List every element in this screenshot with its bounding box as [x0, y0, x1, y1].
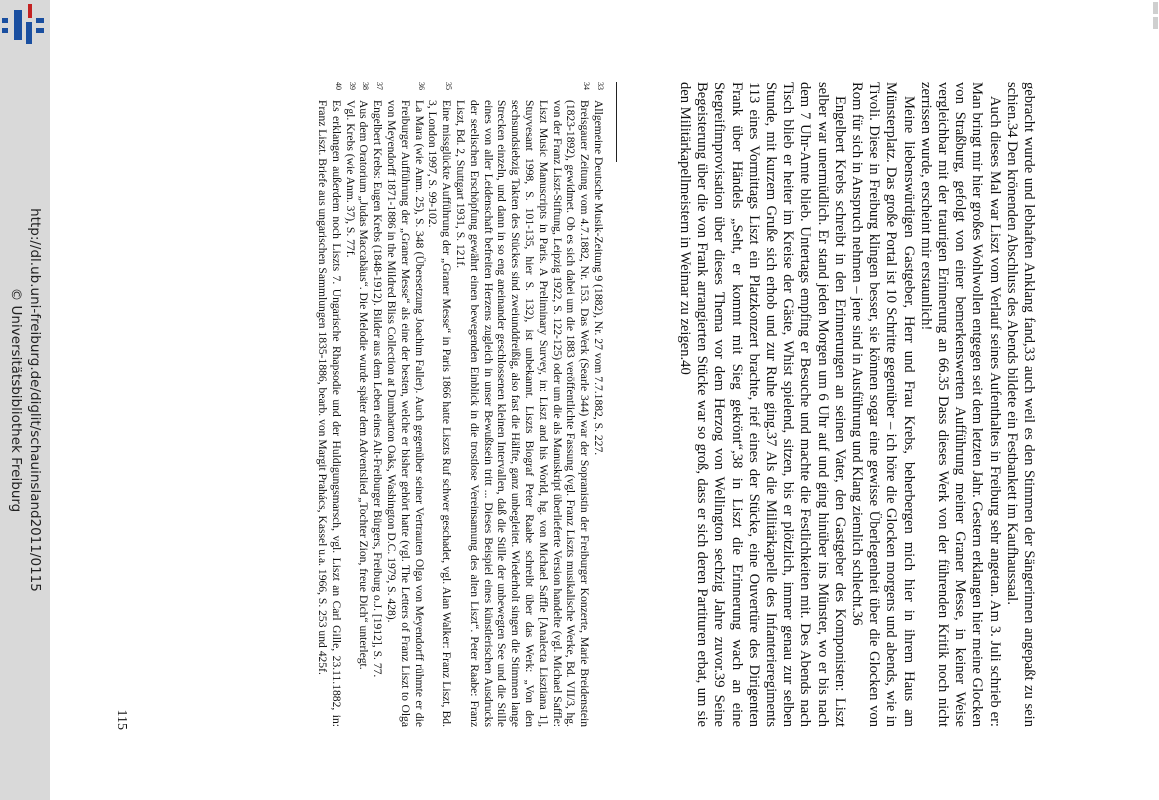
footnote — [453, 82, 591, 727]
footnote-number: 40 — [333, 82, 343, 90]
footnote — [370, 82, 384, 727]
footnotes — [315, 82, 605, 727]
footnote-text: Es erklangen außerdem noch Liszts 7. Ungarische Rhapsodie und der Huldigungsmarsch, vgl. Liszt an Carl Gille, 23.11.1882, in: Franz Liszt. Briefe aus ungarischen Sammlungen 1835-1886, bearb. von Margit Prahács, Kassel u.a. 1966, S. 253 und 425f. — [316, 100, 343, 727]
footnote — [426, 82, 454, 727]
footnote-number: 38 — [361, 82, 371, 90]
footnote-text: Allgemeine Deutsche Musik-Zeitung 9 (1882), Nr. 27 vom 7.7.1882, S. 227. — [592, 100, 605, 456]
footnote-text: Engelbert Krebs: Eugen Krebs (1848-1912). Bilder aus dem Leben eines Alt-Freiburger Bürgers, Freiburg o.J. [1912], S. 77. — [371, 100, 385, 678]
source-url[interactable]: http://dl.ub.uni-freiburg.de/diglit/schauinsland2011/0115 — [27, 208, 43, 592]
body-text — [676, 82, 1037, 727]
footnote-text: Aus dem Oratorium „Judas Maccabäus“. Die Melodie wurde später dem Adventslied „Tochter Zion, freue Dich“ unterlegt. — [357, 100, 371, 670]
footnote-text: Vgl. Krebs (wie Anm. 37), S. 77f. — [343, 100, 357, 258]
paragraph: Engelbert Krebs schreibt in den Erinnerungen an seinen Vater, den Gastgeber des Komponisten: Liszt selber war unermüdlich. Er stand jeden Morgen um 6 Uhr auf und ging hinüber ins Münster, wo er bis nach dem 7 Uhr-Amte blieb. Untertags empfing er Besuche und machte die Festlichkeiten mit. Des Abends nach Tisch blieb er heiter im Kreise der Gäste, Whist spielend, sitzen, bis er plötzlich, immer genau zur selben Stunde, mit kurzem Gruße sich erhob und zur Ruhe ging.37 Als die Militärkapelle des Infanterieregiments 113 eines Vormittags Liszt ein Platzkonzert brachte, rief eines der Stücke, eine Ouvertüre des Dirigenten Frank über Händels „Seht, er kommt mit Sieg gekrönt“,38 in Liszt die Erinnerung wach an eine Stegreifimprovisation über dieses Thema vor dem Herzog von Wellington sechzig Jahre zuvor.39 Seine Begeisterung über die von Frank arrangierten Stücke war so groß, dass er sich deren Partituren erbat, um sie den Militärkapellmeistern in Weimar zu zeigen.40 — [676, 82, 848, 727]
footnote-number: 37 — [375, 82, 385, 90]
footnote-text: La Mara (wie Anm. 25), S. 348 (Übersetzung Joachim Faller). Auch gegenüber seiner Vertrauten Olga von Meyendorff rühmte er die Freiburger Aufführung der „Graner Messe“ als eine der besten, welche er bisher gehört hatte (vgl. The Letters of Franz Liszt to Olga von Meyendorff 1871-1886 in the Mildred Bliss Collection at Dumbarton Oaks, Washington D.C. 1979, S. 428). — [385, 100, 426, 727]
footnote-number: 34 — [582, 82, 592, 90]
paragraph: gebracht wurde und lebhaften Anklang fand,33 auch weil es den Stimmen der Sängerinnen angepaßt zu sein schien.34 Den krönenden Abschluss des Abends bildete ein Festbankett im Kaufhaussaal. — [1003, 82, 1037, 727]
paragraph: Meine liebenswürdigen Gastgeber, Herr und Frau Krebs, beherbergen mich hier in ihrem Haus am Münsterplatz. Das große Portal ist 10 Schritte gegenüber – ich höre die Glocken morgens und abends, wie in Tivoli. Diese in Freiburg klingen besser, sie können sogar eine gewisse Überlegenheit über die Glocken von Rom für sich in Anspruch nehmen – jene sind in Ausführung und Klang ziemlich schlecht.36 — [848, 82, 917, 727]
footnote — [315, 82, 343, 727]
footnote — [357, 82, 371, 727]
document-page-rotated — [50, 0, 1159, 800]
page-number: 115 — [114, 709, 129, 730]
footnote-text: Eine missglückte Aufführung der „Graner Messe“ in Paris 1866 hatte Liszts Ruf schwer geschadet, vgl. Alan Walker: Franz Liszt, Bd. 3, London 1997, S. 99-102. — [426, 100, 454, 727]
footnote-number: 39 — [347, 82, 357, 90]
footnote — [384, 82, 425, 727]
footnote-separator — [616, 82, 617, 162]
footnote-number: 33 — [596, 82, 605, 90]
sidebar-source-info — [6, 0, 44, 800]
footnote-number: 35 — [444, 82, 454, 90]
footnote-text: Breisgauer Zeitung vom 4.7.1882, Nr. 153. Das Werk (Searle 344) war der Sopranistin der Freiburger Konzerte, Marie Breidenstein (1823-1892), gewidmet. Ob es sich dabei um die 1883 veröffentlichte Fassung (vgl. Franz Liszts musikalische Werke, Bd. VII/3, hg. von der Franz Liszt-Stiftung, Leipzig 1922, S. 122-125) oder um die als Manuskript überlieferte Version handelte (vgl. Michael Saffle: Liszt Music Manuscripts in Paris. A Preliminary Survey, in: Liszt and his World, hg. von Michael Saffle [Analecta Lisztiana 1], Stuyvesant 1998, S. 101-135, hier S. 132), ist unbekannt. Liszts Biograf Peter Raabe schreibt über das Werk: „Von den sechsundsiebzig Takten des Stückes sind zweiunddreißig, also fast die Hälfte, ganz unbegleitet. Wiederholt singen die Stimmen lange Strecken einzeln, und dann in so eng aneinander geschlossenen kleinen Intervallen, daß die Stille der unbewegten See und die Stille eines von aller Leidenschaft befreiten Herzens zugleich in unser Bewußtsein tritt ... Dieses Beispiel eines künstlerischen Ausdrucks der seelischen Erschöpfung gewährt einen bewegenden Einblick in die trostlose Vereinsamung des alten Liszt“. Peter Raabe: Franz Liszt, Bd. 2, Stuttgart 1931, S. 121f. — [454, 100, 592, 727]
footnote — [343, 82, 357, 727]
copyright-notice: © Universitätsbibliothek Freiburg — [8, 287, 24, 513]
footnote-number: 36 — [416, 82, 426, 90]
viewer-sidebar — [0, 0, 50, 800]
footnote — [591, 82, 605, 727]
document-page — [50, 0, 1159, 800]
paragraph: Auch dieses Mal war Liszt vom Verlauf seines Aufenthaltes in Freiburg sehr angetan. Am 3. Juli schrieb er: Man bringt mir hier großes Wohlwollen entgegen seit dem letzten Jahr. Gestern erklangen hier meine Glocken von Straßburg, gefolgt von einer bemerkenswerten Aufführung meiner Graner Messe, in keiner Weise vergleichbar mit der traurigen Erinnerung an 66.35 Dass dieses Werk von der führenden Kritik noch nicht zerrissen wurde, erscheint mir erstaunlich! — [917, 82, 1003, 727]
